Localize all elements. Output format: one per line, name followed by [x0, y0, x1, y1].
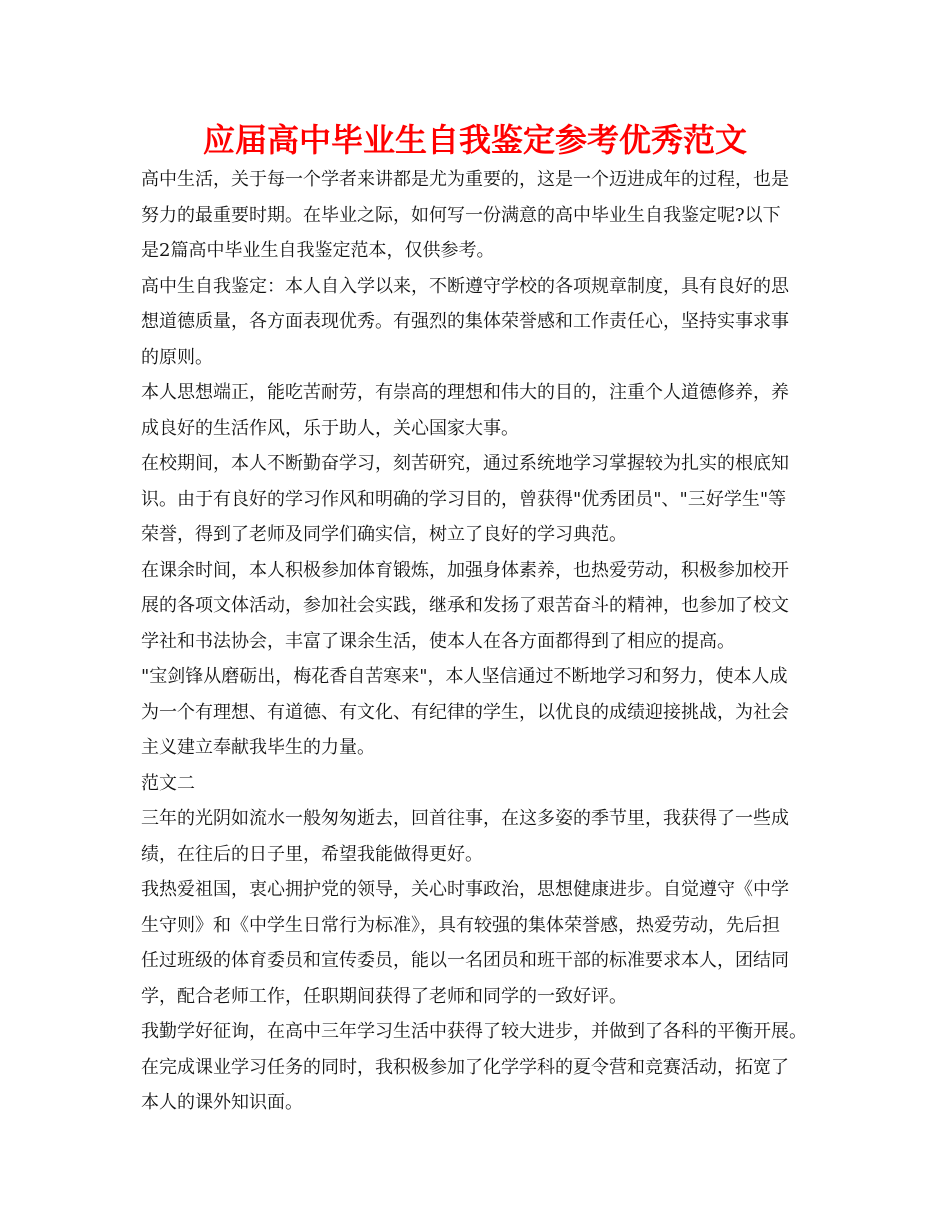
paragraph-patriotism: 我热爱祖国，衷心拥护党的领导，关心时事政治，思想健康进步。自觉遵守《中学 生守则》和《中学生日常行为标准》，具有较强的集体荣誉感，热爱劳动，先后担 任过班级的体育委员和宣传委员，能以一名团员和班干部的标准要求本人，团结同 学，配合老师工作，任职期间获得了老师和同学的一致好评。 — [141, 879, 789, 1007]
document-title: 应届高中毕业生自我鉴定参考优秀范文 — [202, 121, 747, 159]
section-heading-sample-two: 范文二 — [141, 772, 195, 794]
document-body — [141, 162, 815, 1121]
paragraph-learning: 我勤学好征询，在高中三年学习生活中获得了较大进步，并做到了各科的平衡开展。 在完成课业学习任务的同时，我积极参加了化学学科的夏令营和竞赛活动，拓宽了 本人的课外知识面。 — [141, 1021, 807, 1113]
paragraph-motto: "宝剑锋从磨砺出，梅花香自苦寒来"，本人坚信通过不断地学习和努力，使本人成 为一个有理想、有道德、有文化、有纪律的学生，以优良的成绩迎接挑战，为社会 主义建立奉献我毕生的力量。 — [141, 666, 789, 758]
paragraph-study: 在校期间，本人不断勤奋学习，刻苦研究，通过系统地学习掌握较为扎实的根底知 识。由于有良好的学习作风和明确的学习目的，曾获得"优秀团员"、"三好学生"等 荣誉，得到了老师及同学们确实信，树立了良好的学习典范。 — [141, 453, 789, 545]
paragraph-character: 本人思想端正，能吃苦耐劳，有崇高的理想和伟大的目的，注重个人道德修养，养 成良好的生活作风，乐于助人，关心国家大事。 — [141, 382, 789, 439]
paragraph-self-assessment: 高中生自我鉴定：本人自入学以来，不断遵守学校的各项规章制度，具有良好的思 想道德质量，各方面表现优秀。有强烈的集体荣誉感和工作责任心，坚持实事求事 的原则。 — [141, 275, 789, 368]
paragraph-intro: 高中生活，关于每一个学者来讲都是尤为重要的，这是一个迈进成年的过程，也是 努力的最重要时期。在毕业之际，如何写一份满意的高中毕业生自我鉴定呢?以下 是2篇高中毕业生自我鉴定范本，仅供参考。 — [141, 169, 789, 261]
paragraph-three-years: 三年的光阴如流水一般匆匆逝去，回首往事，在这多姿的季节里，我获得了一些成 绩，在往后的日子里，希望我能做得更好。 — [141, 808, 789, 865]
paragraph-activities: 在课余时间，本人积极参加体育锻炼，加强身体素养，也热爱劳动，积极参加校开 展的各项文体活动，参加社会实践，继承和发扬了艰苦奋斗的精神，也参加了校文 学社和书法协会，丰富了课余生活，使本人在各方面都得到了相应的提高。 — [141, 559, 789, 652]
